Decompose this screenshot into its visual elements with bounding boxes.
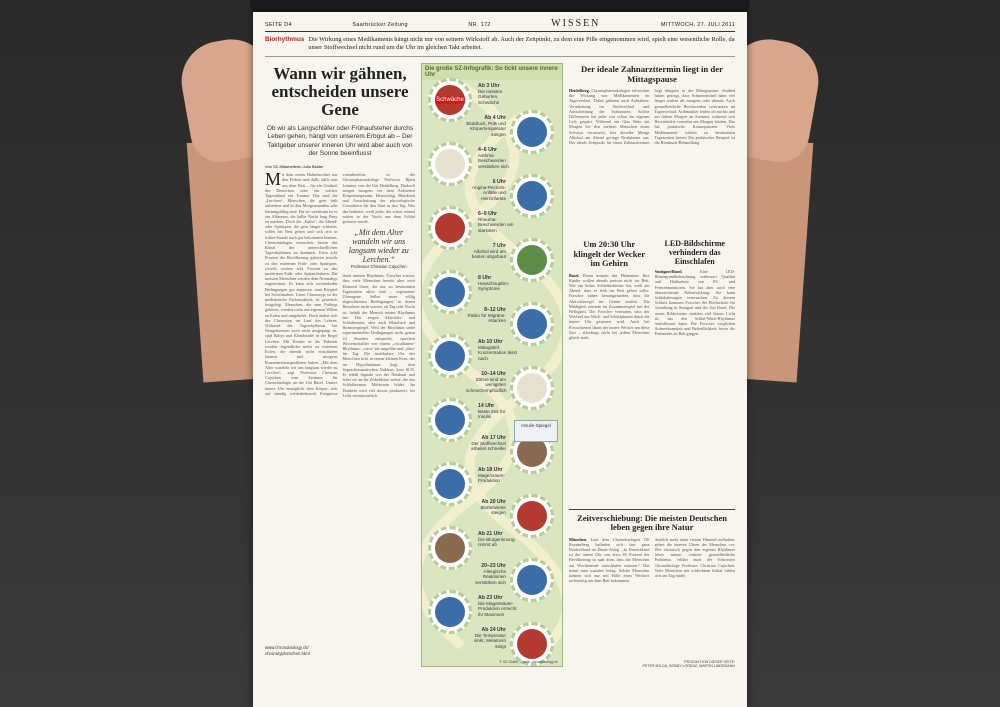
article-wecker-body [569, 273, 650, 505]
time-note: Magensäure-Produktion [478, 473, 506, 484]
time-label [478, 404, 518, 420]
divider [569, 509, 735, 510]
time-note: Die Blutgerinnung nimmt ab [478, 537, 515, 548]
article-led-headline: LED-Bildschirme verhindern das Einschlafen [664, 239, 725, 266]
time-note: Alkohol wird am besten abgebaut [471, 249, 506, 260]
main-body-text-2: ihren inneren Rhythmus. Forscher wissen, dass viele Menschen bereits über zwei Dutzend Gene, die nur zu bestimmten Tageszeiten aktiv sind – sogenannte Uhrengene. Selbst unter völlig abgeschirmten Bedingungen, in denen Bewohner nicht wissen, ob Tag oder Nacht ist, behält der Mensch seinen Rhythmus bei. Das zeigen Aktivitäts- und Schlafmuster, aber auch Blutdruck und Hormonspiegel. Weil der Rhythmus unter experimentellen Bedingungen nicht genau 24 Stunden entspricht, sprechen Wissenschaftler von einem „circadianen“ Rhythmus: „circa“ für ungefähr und „dies“ für Tag. Die molekulare Uhr des Menschen tickt in einem kleinen Kern, der im Hypothalamus liegt, dem Suprachiasmatischen Nukleus, kurz SCN. Er erhält Signale von der Netzhaut und leitet sie an die Zirbeldrüse weiter, die das Schlafhormon Melatonin bildet. Im Dunkeln wird viel davon produziert, bei Licht verantwortlich. [342, 273, 415, 398]
article-jetlag-text: Laut dem Chronobiologen Till Roenneberg befinden sich fast ganz Deutschland im Dauer-Jetlag. „In Deutschland ist die innere Uhr von etwa 85 Prozent der Bevölkerung so spät dran, dass die Menschen am Wochenende ausschlafen müssen.“ Das nennt man sozialen Jetlag. Solche Menschen können sich nur mit Hilfe eines Weckers rechtzeitig aus dem Bett bekommen. [569, 536, 650, 584]
time-note: Asthma-Beschwerden verstärken sich [478, 153, 509, 169]
time-label [478, 340, 518, 361]
clock-face [435, 85, 465, 115]
clock-face [435, 341, 465, 371]
time-label [478, 532, 518, 548]
clock-face [435, 149, 465, 179]
web-links [265, 645, 415, 656]
time-label [478, 596, 518, 617]
time-note: Der Stoffwechsel arbeitet schneller [471, 441, 506, 452]
article-led [655, 236, 736, 505]
time-note: Blutdruck, Puls und Körpertemperatur steigen [466, 121, 506, 137]
time-value: Ab 17 Uhr [481, 435, 506, 441]
clock-face [517, 629, 547, 659]
clock-face [435, 405, 465, 435]
kicker-label: Biorhythmus [265, 36, 305, 43]
time-note: Beste Zeit für Insulin [478, 409, 506, 420]
weakness-badge: Schwäche [436, 97, 464, 103]
time-note: Zähne sind am wenigsten schmerzempfindlich [466, 377, 507, 393]
time-note: Allergische Reaktionen verstärken sich [475, 569, 506, 585]
section-title: WISSEN [551, 18, 601, 29]
clock-face [435, 213, 465, 243]
time-label [478, 148, 518, 169]
time-value: 8 Uhr [478, 275, 492, 281]
time-value: 6 Uhr [492, 179, 506, 185]
author-line: Von SZ-Mitarbeiterin Julia Bidder [265, 164, 324, 170]
time-note: Angina-Pectoris-Anfälle und Herzinfarkte [472, 185, 506, 201]
time-label [466, 500, 506, 516]
article-jetlag-headline: Zeitverschiebung: Die meisten Deutschen leben gegen ihre Natur [577, 512, 727, 532]
page-number: SEITE D4 [265, 22, 292, 28]
bottom-split [569, 537, 735, 657]
clock-face [517, 501, 547, 531]
time-value: 6–9 Uhr [478, 211, 498, 217]
dateline: Stuttgart/Basel. [654, 269, 683, 274]
time-label [466, 436, 506, 452]
time-label [466, 628, 506, 649]
main-headline: Wann wir gähnen, entscheiden unsere Gene [271, 64, 409, 119]
infographic [421, 63, 563, 667]
main-article [265, 63, 415, 683]
time-label [478, 276, 518, 292]
article-led-body [655, 269, 736, 501]
production-names: PETER BYLDA, BOBBY LORENZ, MARTIN LINDEMANN [642, 663, 735, 668]
time-note: Heuschnupfen-Symptome [478, 281, 510, 292]
clock-face [517, 373, 547, 403]
dateline: Heidelberg. [569, 88, 590, 93]
article-dentist-body [569, 88, 735, 236]
time-label [466, 308, 506, 324]
article-jetlag-body-2: deutlich mehr unter freiem Himmel aufhalten, gehen die inneren Uhren der Menschen vor. Wer chronisch gegen den eigenen Rhythmus leben müsse, riskiere gesundheitliche Probleme, erklärt auch der Schweizer Chronobiologe Professor Christian Cajochen. Viele Menschen mit schlechtem Schlaf fühlen sich am Tag müde. [654, 536, 735, 578]
time-value: Ab 10 Uhr [478, 339, 503, 345]
issue-date: MITTWOCH, 27. JULI 2011 [660, 22, 735, 28]
dateline: München. [569, 536, 588, 542]
pull-quote [343, 228, 416, 269]
time-note: Die Magensäure-Produktion erreicht ihr Maximum [478, 601, 517, 617]
time-note: Die Temperatur sinkt, Melatonin steigt [474, 633, 506, 649]
time-note: Blutfettwerte steigen [480, 505, 506, 516]
main-body [265, 172, 415, 642]
time-label [466, 372, 506, 393]
time-value: 4–6 Uhr [478, 147, 498, 153]
dateline: Basel. [569, 272, 580, 278]
time-value: 10–14 Uhr [481, 371, 506, 377]
time-label [478, 468, 518, 484]
insulin-inset: Insulin-Spiegel [514, 420, 558, 442]
time-value: Ab 3 Uhr [478, 83, 500, 89]
kicker-bar [265, 32, 735, 57]
mid-split [569, 236, 735, 505]
side-articles [569, 63, 735, 683]
page-grid [265, 63, 735, 683]
article-dentist-text: Chronopharmakologen erforschen die Wirkung von Medikamenten im Tagesverlauf. Dabei gehören auch Aufnahme, Verarbeitung im Stoffwechsel und Ausscheidung der Substanzen. Solche Differenzen hat jeder von schon ein eigenen Leib gespürt. Während ein Glas Wein am Morgen bei den meisten Menschen einen Schwips verursacht, löst dieselbe Menge Alkohol am Abend geringe Reaktionen aus. Der ideale Zeitpunkt für einen Zahnarzttermin liegt übrigens in der Mittagspause: Studien haben gezeigt, dass Schmerzmittel dann viel länger wirken als morgens oder abends. Auch gesundheitliche Beschwerden schwanken im Tagesverlauf. Asthmatiker leiden oft nachts und am frühen Morgen an Atemnot, während sich Herzinfarkte vermehrt am Morgen häufen. Das hat praktische Konsequenzen: Viele Medikamente wirken zu bestimmten Tageszeiten besser. Ein praktisches Beispiel ist die Blutdruck-Behandlung. [569, 88, 735, 146]
time-value: 20–23 Uhr [481, 563, 506, 569]
clock-face [517, 565, 547, 595]
kicker-text: Die Wirkung eines Medikaments hängt nicht nur von seinem Wirkstoff ab. Auch der Zeitpunkt, zu dem eine Pille eingenommen wird, spielt eine wesentliche Rolle, da unser Stoffwechsel nicht rund um die Uhr im gleichen Takt arbeitet. [308, 36, 735, 51]
clock-face [435, 469, 465, 499]
main-teaser: Ob wir als Langschläfer oder Frühaufsteher durchs Leben gehen, hängt von unserem Erbgut ab – Der Taktgeber unserer inneren Uhr wird aber auch von der Sonne beeinflusst [266, 125, 414, 157]
web-link-2: chronotypforschen.html [265, 650, 310, 656]
masthead [265, 18, 735, 32]
clock-face [517, 245, 547, 275]
clock-face [435, 533, 465, 563]
clock-face [435, 597, 465, 627]
time-value: 7 Uhr [492, 243, 506, 249]
drop-cap: M [265, 172, 282, 190]
main-body-text: it dem ersten Hahnenschrei aus den Federn und dalli, dalli raus aus dem Bett – für ein Großteil der Deutschen wäre ein solcher Tagesablauf ein Trauma. Das sind die „Lerchen“, Menschen, die gern früh aufstehen und in den Morgenstunden sehr leistungsfähig sind. Für sie wiederum ist es ein Albtraum, die halbe Nacht lang Party zu machen. Doch die „Eulen“, die Abend- oder Spättypen, die gern länger schlafen, sollen bis Bett gehen und sich erst in früher Stunde nach gut bekommen können. Chronobiologen versuchen, hinter das Rätsel der unterschiedlichen Tagesrhythmen zu kommen. Etwa acht Prozent der Bevölkerung gehören jeweils zu den extremen Früh- oder Spättypen, jeweils weitere acht Prozent zu den moderaten Früh- oder Spätaufstehern. Die meisten Menschen werden dem Normaltyp zugerechnet. Er kann sich wechselnden Bedingungen gut anpassen, zum Beispiel bei Schichtarbeit. Unser Chronotyp, so der medizinische Fachausdruck, ist genetisch festgelegt. Menschen, die zum Frühtyp gehören, werden nicht aus eigenem Willen zu Eulen und umgekehrt. Doch ändert sich der Chronotyp im Lauf des Lebens. Während der Tagesrhythmus bei Neugeborenen noch nicht ausgeprägt ist, sind Babys und Kleinkinder in der Regel Lerchen. Mit Eintritt in die Pubertät werden Jugendliche meist zu extremen Eulen, die abends nicht einschlafen können und morgens Konzentrationsprobleme haben. „Mit dem Alter wandeln wir uns langsam wieder zu Lerchen“, sagt Professor Christian Cajochen vom Zentrum für Chronobiologie an der Uni Basel. Unsere innere Uhr ermöglicht dem Körper, sich auf ständig wiederkehrende Ereignisse vorzubereiten, so der Chronopharmakologe Professor Björn Lemmer von der Uni Heidelberg. Dadurch steigen morgens vor dem Aufstehen Körpertemperatur, Herzschlag, Blutdruck und Ausschüttung der physiologische Countdown für den Start in den Tag. Was das bedeutet, weiß jeder, der schon einmal mitten in der Nacht aus dem Schlaf gerissen wurde. [265, 172, 415, 396]
infographic-credit: © SZ-Grafik, Quelle: chronobiology.ch [499, 660, 558, 664]
time-value: Ab 24 Uhr [481, 627, 506, 633]
time-value: 14 Uhr [478, 403, 495, 409]
article-wecker-headline: Um 20:30 Uhr klingelt der Wecker im Gehirn [573, 239, 645, 268]
time-label [478, 212, 518, 233]
time-label [466, 244, 506, 260]
production-credit [569, 660, 735, 669]
article-wecker [569, 236, 650, 505]
time-label [478, 84, 518, 105]
time-value: 8–12 Uhr [484, 307, 506, 313]
clock-face [517, 181, 547, 211]
time-note: Risiko für Migräne-Attacken [467, 313, 506, 324]
paper-name: Saarbrücker Zeitung [352, 22, 408, 28]
article-led-text: Eine LED-Hintergrundbeleuchtung verbessert Qualität und Haltbarkeit von PC- und Fernsehmonitoren. Sie hat aber auch eine überraschende Nebenwirkung: Sie kann Schlafstörungen verursachen. Zu diesem Schluss kommen Forscher der Hochschule für Gestaltung in Stuttgart und der Uni Basel. Die neuen Bildschirme strahlen viel blaues Licht ab, das den Schlaf-Wach-Rhythmus beeinflussen kann. Die Forscher verglichen Aufmerksamkeit und Befindlichkeit, bevor die Probanden zu Bett gingen. [654, 269, 735, 337]
infographic-title: Die große SZ-Infografik: So tickt unsere innere Uhr [422, 64, 562, 80]
newspaper-page [253, 12, 747, 707]
web-link-1: www.chronobiology.ch/ [265, 645, 309, 651]
time-note: Die meisten Geburten, Schwäche [478, 89, 503, 105]
pull-quote-text: „Mit dem Alter wandeln wir uns langsam wieder zu Lerchen.“ [348, 228, 409, 265]
time-value: Ab 20 Uhr [481, 499, 506, 505]
article-dentist-headline: Der ideale Zahnarzttermin liegt in der Mittagspause [581, 64, 723, 84]
time-value: Ab 23 Uhr [478, 595, 503, 601]
time-note: Rheuma-Beschwerden am stärksten [478, 217, 514, 233]
production-label: PRODUKTION DIESER SEITE: [684, 659, 735, 664]
article-jetlag-body [569, 537, 650, 657]
article-wecker-text: Eltern kennen das Phänomen: Ihre Kinder wollen abends partout nicht ins Bett. Wer ein hohes Schlafbedürfnis hat, weiß am Abend, dass er früh ins Bett gehen sollte. Forscher haben herausgefunden, dass die Aktivitätsregel im Gehirn auslöst. Die Müdigkeit entsteht im Zusammenspiel mit der Helligkeit. Die Forscher vermuten, dass der Wechsel aus Wach- und Schlafphasen durch die innere Uhr gesteuert wird. Auch bei Erwachsenen läutet der innere Wecker um diese Zeit – allerdings nicht bei jedem Menschen gleich stark. [569, 272, 650, 340]
clock-face [517, 117, 547, 147]
time-label [466, 116, 506, 137]
time-note: Mittagstief, Konzentration lässt nach [478, 345, 518, 361]
time-value: Ab 18 Uhr [478, 467, 503, 473]
pull-quote-source: Professor Christian Cajochen [350, 264, 407, 270]
clock-face [517, 309, 547, 339]
time-value: Ab 21 Uhr [478, 531, 503, 537]
issue-number: NR. 172 [468, 22, 491, 28]
time-label [466, 180, 506, 201]
clock-face [435, 277, 465, 307]
time-value: Ab 4 Uhr [484, 115, 506, 121]
time-label [466, 564, 506, 585]
